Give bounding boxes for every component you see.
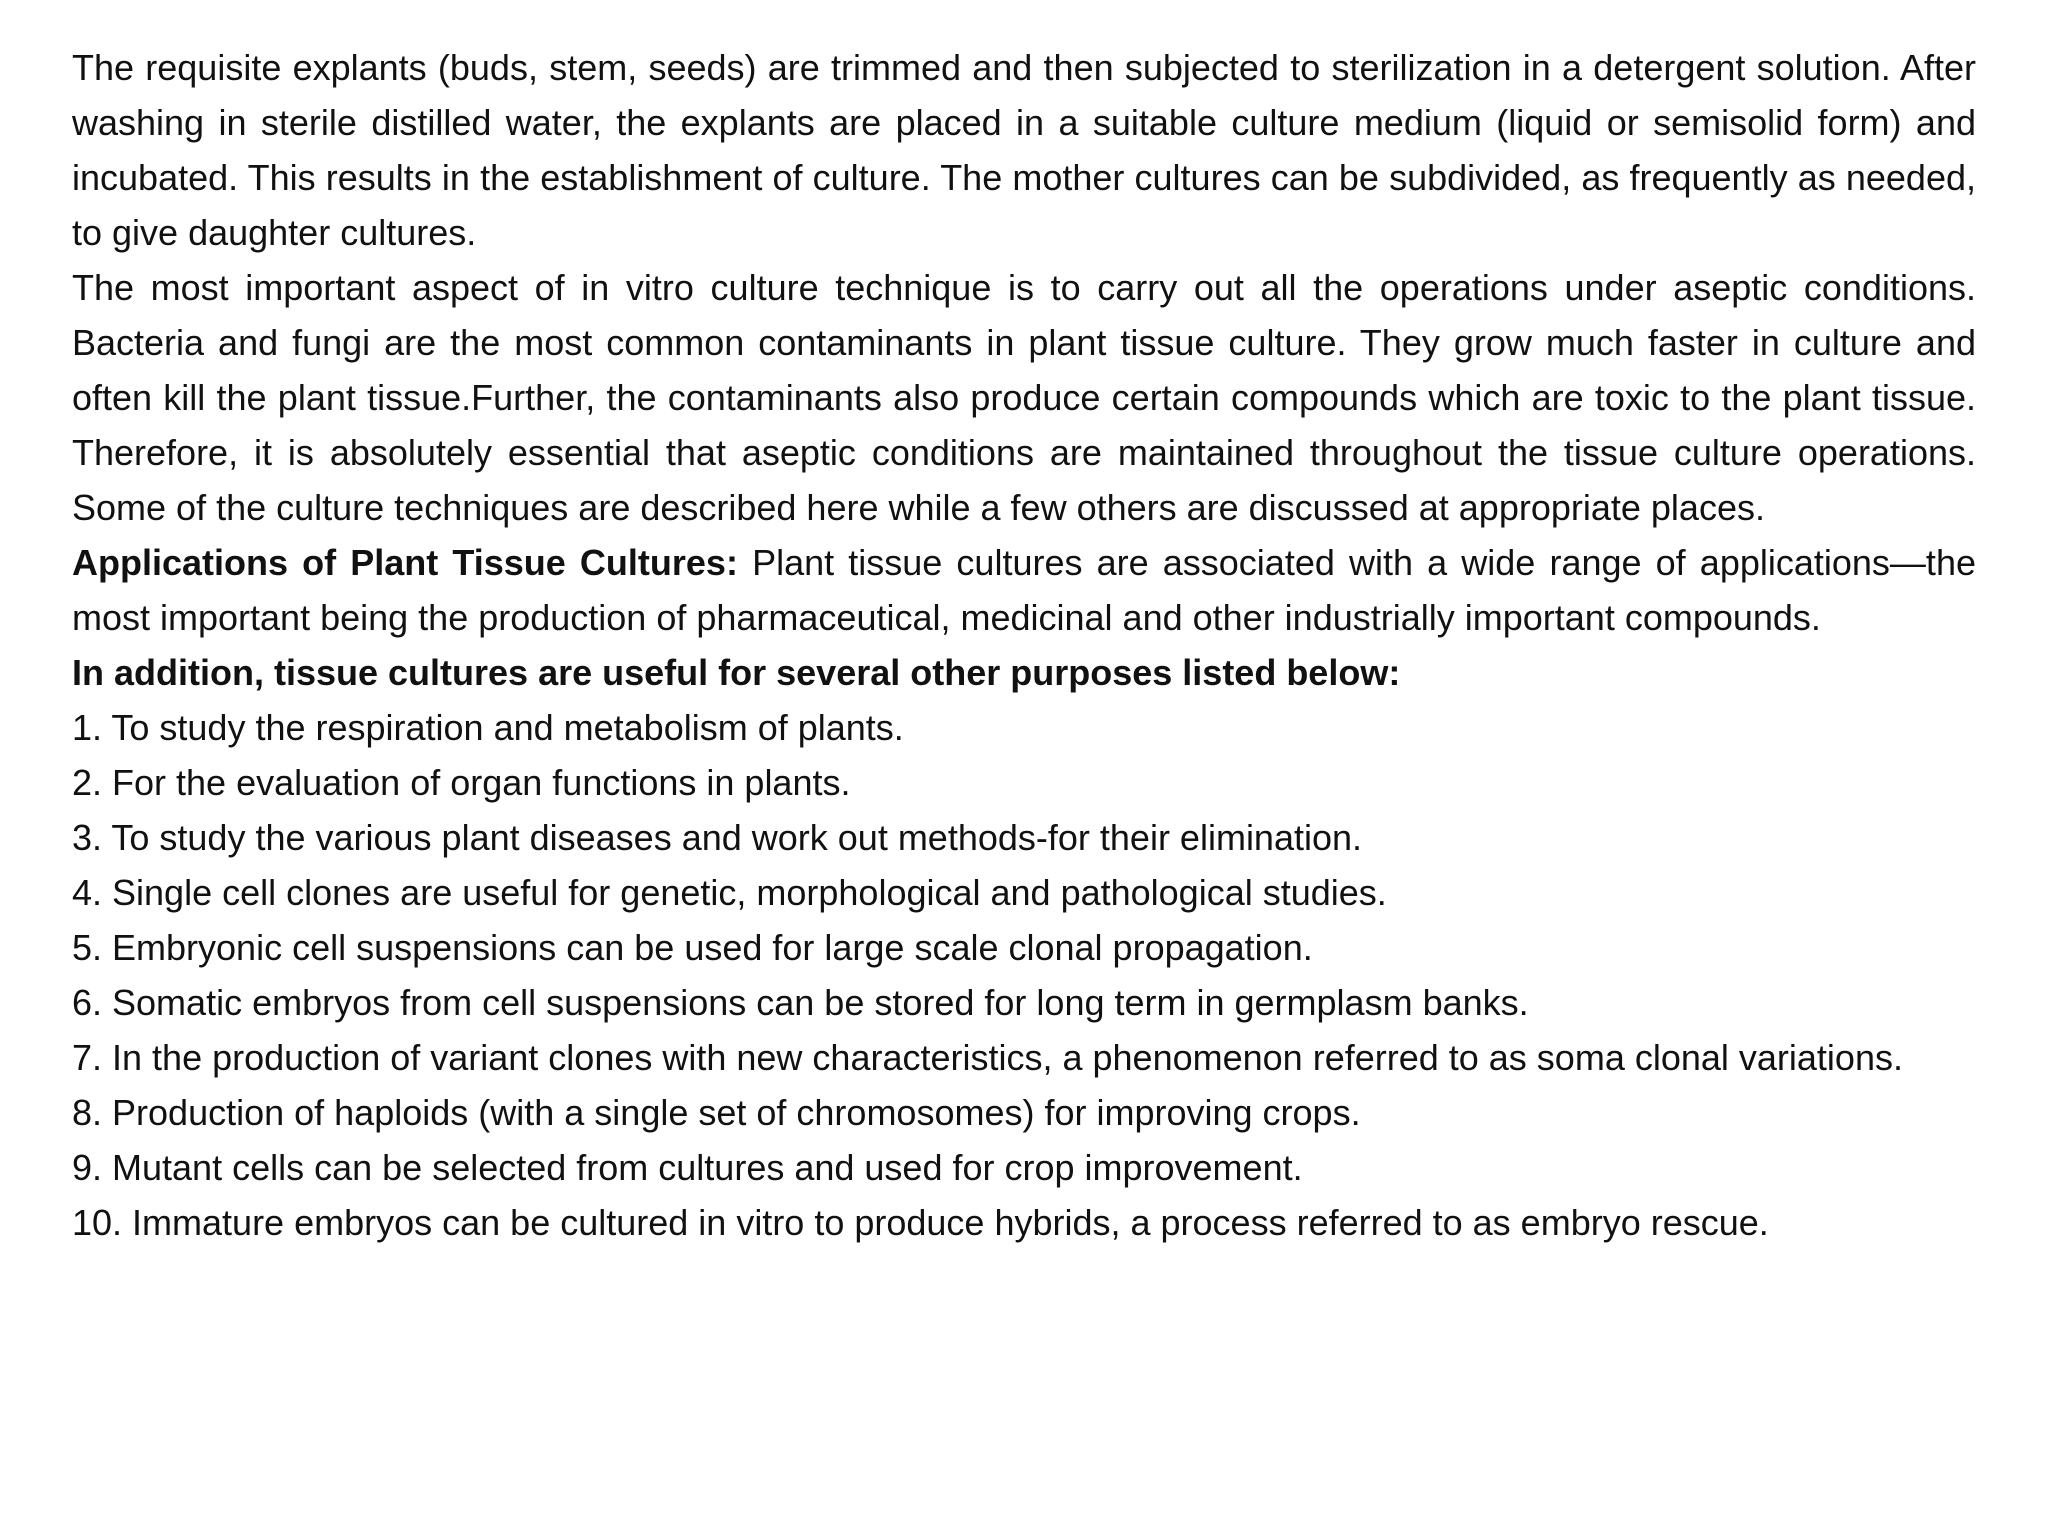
list-item: 9. Mutant cells can be selected from cultures and used for crop improvement.	[72, 1147, 1303, 1188]
applications-heading: Applications of Plant Tissue Cultures:	[72, 542, 738, 583]
list-item: 4. Single cell clones are useful for genetic, morphological and pathological studies.	[72, 872, 1387, 913]
applications-body: Plant tissue cultures are associated with a wide range of applications—the most important being the production of pharmaceutical, medicinal and other industrially important compounds.	[72, 542, 1976, 638]
document-page	[72, 40, 1976, 1250]
paragraph-applications	[72, 535, 1976, 645]
list-item: 1. To study the respiration and metabolism of plants.	[72, 707, 904, 748]
paragraph-explant-sterilization: The requisite explants (buds, stem, seeds) are trimmed and then subjected to sterilization in a detergent solution. After washing in sterile distilled water, the explants are placed in a suitable culture medium (liquid or semisolid form) and incubated. This results in the establishment of culture. The mother cultures can be subdivided, as frequently as needed, to give daughter cultures.	[72, 47, 1976, 253]
list-item: 7. In the production of variant clones with new characteristics, a phenomenon referred to as soma clonal variations.	[72, 1037, 1903, 1078]
list-item: 3. To study the various plant diseases and work out methods-for their elimination.	[72, 817, 1363, 858]
applications-list	[72, 700, 1976, 1250]
paragraph-aseptic-conditions: The most important aspect of in vitro culture technique is to carry out all the operations under aseptic conditions. Bacteria and fungi are the most common contaminants in plant tissue culture. They grow much faster in culture and often kill the plant tissue.Further, the contaminants also produce certain compounds which are toxic to the plant tissue. Therefore, it is absolutely essential that aseptic conditions are maintained throughout the tissue culture operations. Some of the culture techniques are described here while a few others are discussed at appropriate places.	[72, 267, 1976, 528]
list-item: 6. Somatic embryos from cell suspensions can be stored for long term in germplasm banks.	[72, 982, 1529, 1023]
list-heading: In addition, tissue cultures are useful for several other purposes listed below:	[72, 652, 1401, 693]
list-item: 8. Production of haploids (with a single set of chromosomes) for improving crops.	[72, 1092, 1361, 1133]
list-item: 5. Embryonic cell suspensions can be used for large scale clonal propagation.	[72, 927, 1313, 968]
list-item: 10. Immature embryos can be cultured in vitro to produce hybrids, a process referred to as embryo rescue.	[72, 1202, 1769, 1243]
list-item: 2. For the evaluation of organ functions in plants.	[72, 762, 851, 803]
